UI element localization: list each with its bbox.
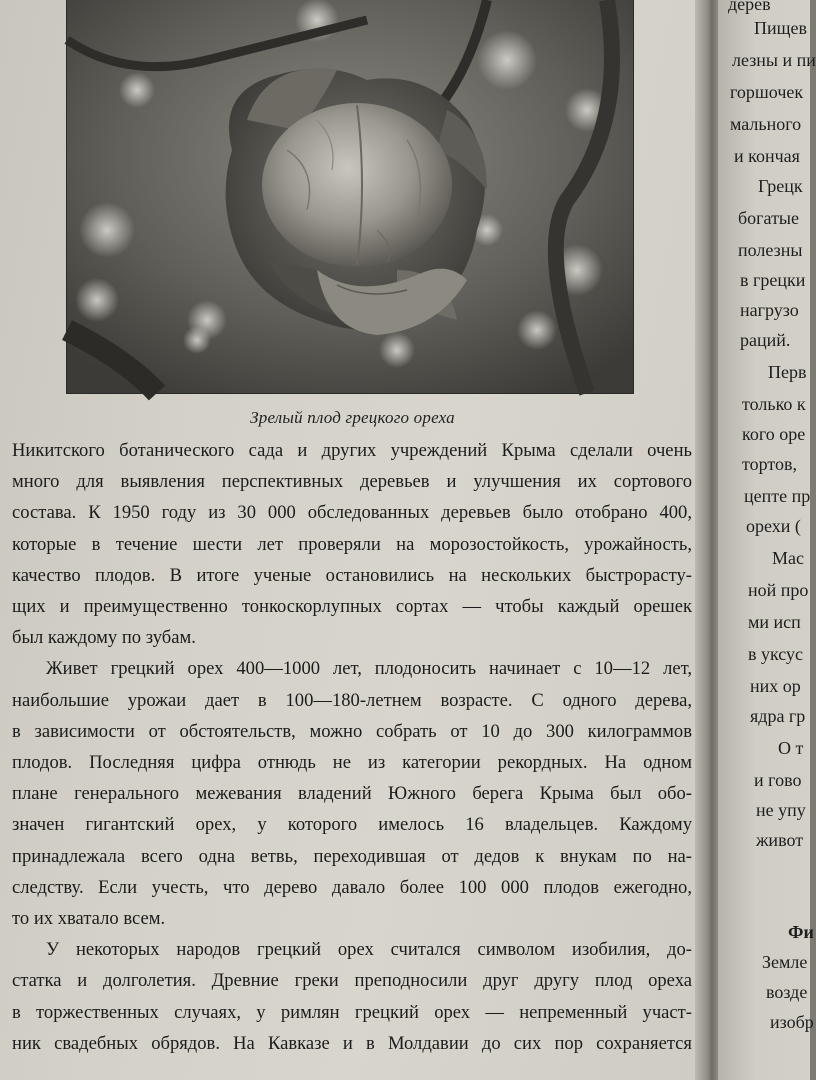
text-line: возде xyxy=(766,982,808,1002)
text-line: лезны и пи xyxy=(732,50,816,70)
body-text xyxy=(12,435,692,1059)
text-line: ник свадебных обрядов. На Кавказе и в Молдавии до сих пор сохраняется xyxy=(12,1032,692,1054)
paragraph xyxy=(12,653,692,934)
text-line: и кончая xyxy=(734,146,800,166)
text-line: мального xyxy=(730,114,802,134)
text-line: полезны xyxy=(738,240,803,260)
text-line: плодов. Последняя цифра отнюдь не из категории рекордных. На одном xyxy=(12,752,692,774)
paragraph xyxy=(12,435,692,653)
text-line: в торжественных случаях, у римлян грецкий орех — непременный участ- xyxy=(12,1001,692,1023)
text-line: Мас xyxy=(772,548,804,568)
text-line: в грецки xyxy=(740,270,806,290)
text-line: много для выявления перспективных деревьев и улучшения их сортового xyxy=(12,471,692,493)
text-line: плане генерального межевания владений Южного берега Крыма был обо- xyxy=(12,783,692,805)
text-line: тортов, xyxy=(742,454,798,474)
text-line: богатые xyxy=(738,208,800,228)
text-line: У некоторых народов грецкий орех считался символом изобилия, до- xyxy=(46,939,692,961)
text-line: принадлежала всего одна ветвь, переходившая от дедов к внукам по на- xyxy=(12,845,692,867)
text-line: кого оре xyxy=(742,424,806,444)
text-line: наибольшие урожаи дает в 100—180-летнем возрасте. С одного дерева, xyxy=(12,689,692,711)
walnut-photo-image xyxy=(67,0,633,393)
text-line: цепте пр xyxy=(744,486,811,506)
text-line: Живет грецкий орех 400—1000 лет, плодоносить начинает с 10—12 лет, xyxy=(46,658,692,680)
text-line: был каждому по зубам. xyxy=(12,627,196,649)
text-line: живот xyxy=(756,830,804,850)
text-line: статка и долголетия. Древние греки преподносили друг другу плод ореха xyxy=(12,970,692,992)
text-line: то их хватало всем. xyxy=(12,908,166,930)
text-line: щих и преимущественно тонкоскорлупных сортах — чтобы каждый орешек xyxy=(12,596,692,618)
text-line: в зависимости от обстоятельств, можно собрать от 10 до 300 килограммов xyxy=(12,720,692,742)
right-page xyxy=(718,0,816,1080)
text-line: состава. К 1950 году из 30 000 обследованных деревьев было отобрано 400, xyxy=(12,502,692,524)
text-line: следству. Если учесть, что дерево давало более 100 000 плодов ежегодно, xyxy=(12,876,692,898)
text-line: дерев xyxy=(728,0,771,14)
text-line: горшочек xyxy=(730,82,804,102)
text-line: ми исп xyxy=(748,612,801,632)
text-line: Фи xyxy=(788,922,814,942)
text-line: Перв xyxy=(768,362,807,382)
text-line: Земле xyxy=(762,952,808,972)
text-line: не упу xyxy=(756,800,806,820)
text-line: только к xyxy=(742,394,806,414)
text-line: значен гигантский орех, у которого имелось 16 владельцев. Каждому xyxy=(12,814,692,836)
text-line: раций. xyxy=(740,330,791,350)
text-line: качество плодов. В итоге ученые остановились на нескольких быстрорасту- xyxy=(12,564,692,586)
text-line: Грецк xyxy=(758,176,803,196)
text-line: и гово xyxy=(754,770,802,790)
text-line: них ор xyxy=(750,676,801,696)
text-line: О т xyxy=(778,738,804,758)
text-line: изобр xyxy=(770,1012,814,1032)
text-line: которые в течение шести лет проверяли на морозостойкость, урожайность, xyxy=(12,533,692,555)
text-line: Пищев xyxy=(754,18,807,38)
text-line: ной про xyxy=(748,580,809,600)
text-line: Никитского ботанического сада и других учреждений Крыма сделали очень xyxy=(12,440,692,461)
photo-caption: Зрелый плод грецкого ореха xyxy=(250,408,455,427)
text-line: в уксус xyxy=(748,644,804,664)
walnut-photo xyxy=(66,0,634,394)
text-line: орехи ( xyxy=(746,516,801,536)
text-line: ядра гр xyxy=(750,706,806,726)
paragraph xyxy=(12,934,692,1059)
text-line: нагрузо xyxy=(740,300,799,320)
